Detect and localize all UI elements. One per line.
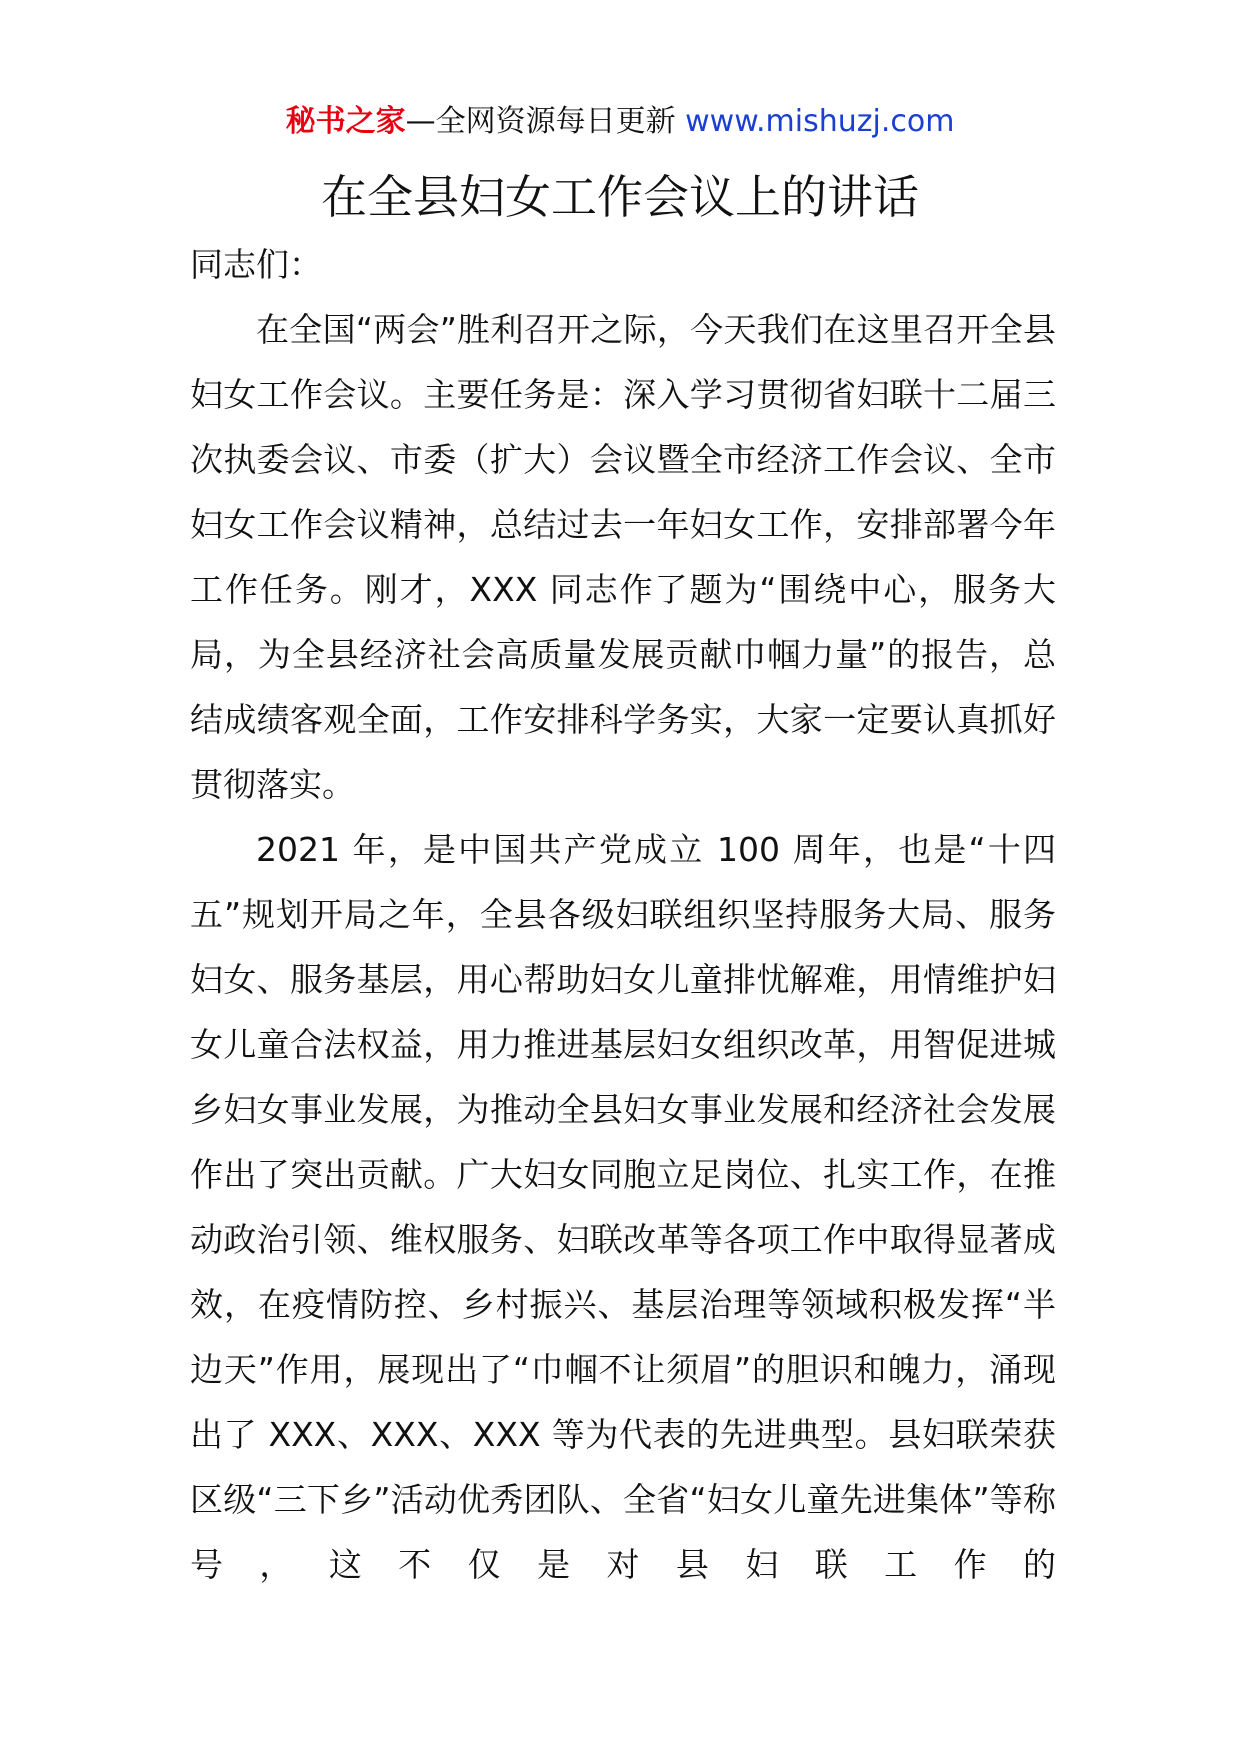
document-title: 在全县妇女工作会议上的讲话 — [321, 170, 919, 224]
site-url-link[interactable]: www.mishuzj.com — [685, 104, 955, 139]
site-brand: 秘书之家 — [285, 104, 406, 139]
site-tagline: —全网资源每日更新 — [405, 104, 676, 139]
paragraph: 在全国“两会”胜利召开之际，今天我们在这里召开全县妇女工作会议。主要任务是：深入学习贯彻省妇联十二届三次执委会议、市委（扩大）会议暨全市经济工作会议、全市妇女工作会议精神，总结过去一年妇女工作，安排部署今年工作任务。刚才，XXX 同志作了题为“围绕中心，服务大局，为全县经济社会高质量发展贡献巾帼力量”的报告，总结成绩客观全面，工作安排科学务实，大家一定要认真抓好贯彻落实。 — [190, 310, 1056, 804]
paragraph: 2021 年，是中国共产党成立 100 周年，也是“十四五”规划开局之年，全县各级妇联组织坚持服务大局、服务妇女、服务基层，用心帮助妇女儿童排忧解难，用情维护妇女儿童合法权益，用力推进基层妇女组织改革，用智促进城乡妇女事业发展，为推动全县妇女事业发展和经济社会发展作出了突出贡献。广大妇女同胞立足岗位、扎实工作，在推动政治引领、维权服务、妇联改革等各项工作中取得显著成效，在疫情防控、乡村振兴、基层治理等领域积极发挥“半边天”作用，展现出了“巾帼不让须眉”的胆识和魄力，涌现出了 XXX、XXX、XXX 等为代表的先进典型。县妇联荣获区级“三下乡”活动优秀团队、全省“妇女儿童先进集体”等称号，这不仅是对县妇联工作的 — [190, 830, 1056, 1584]
document-body — [190, 232, 1056, 1597]
site-header — [0, 100, 1240, 144]
salutation: 同志们： — [190, 245, 322, 284]
